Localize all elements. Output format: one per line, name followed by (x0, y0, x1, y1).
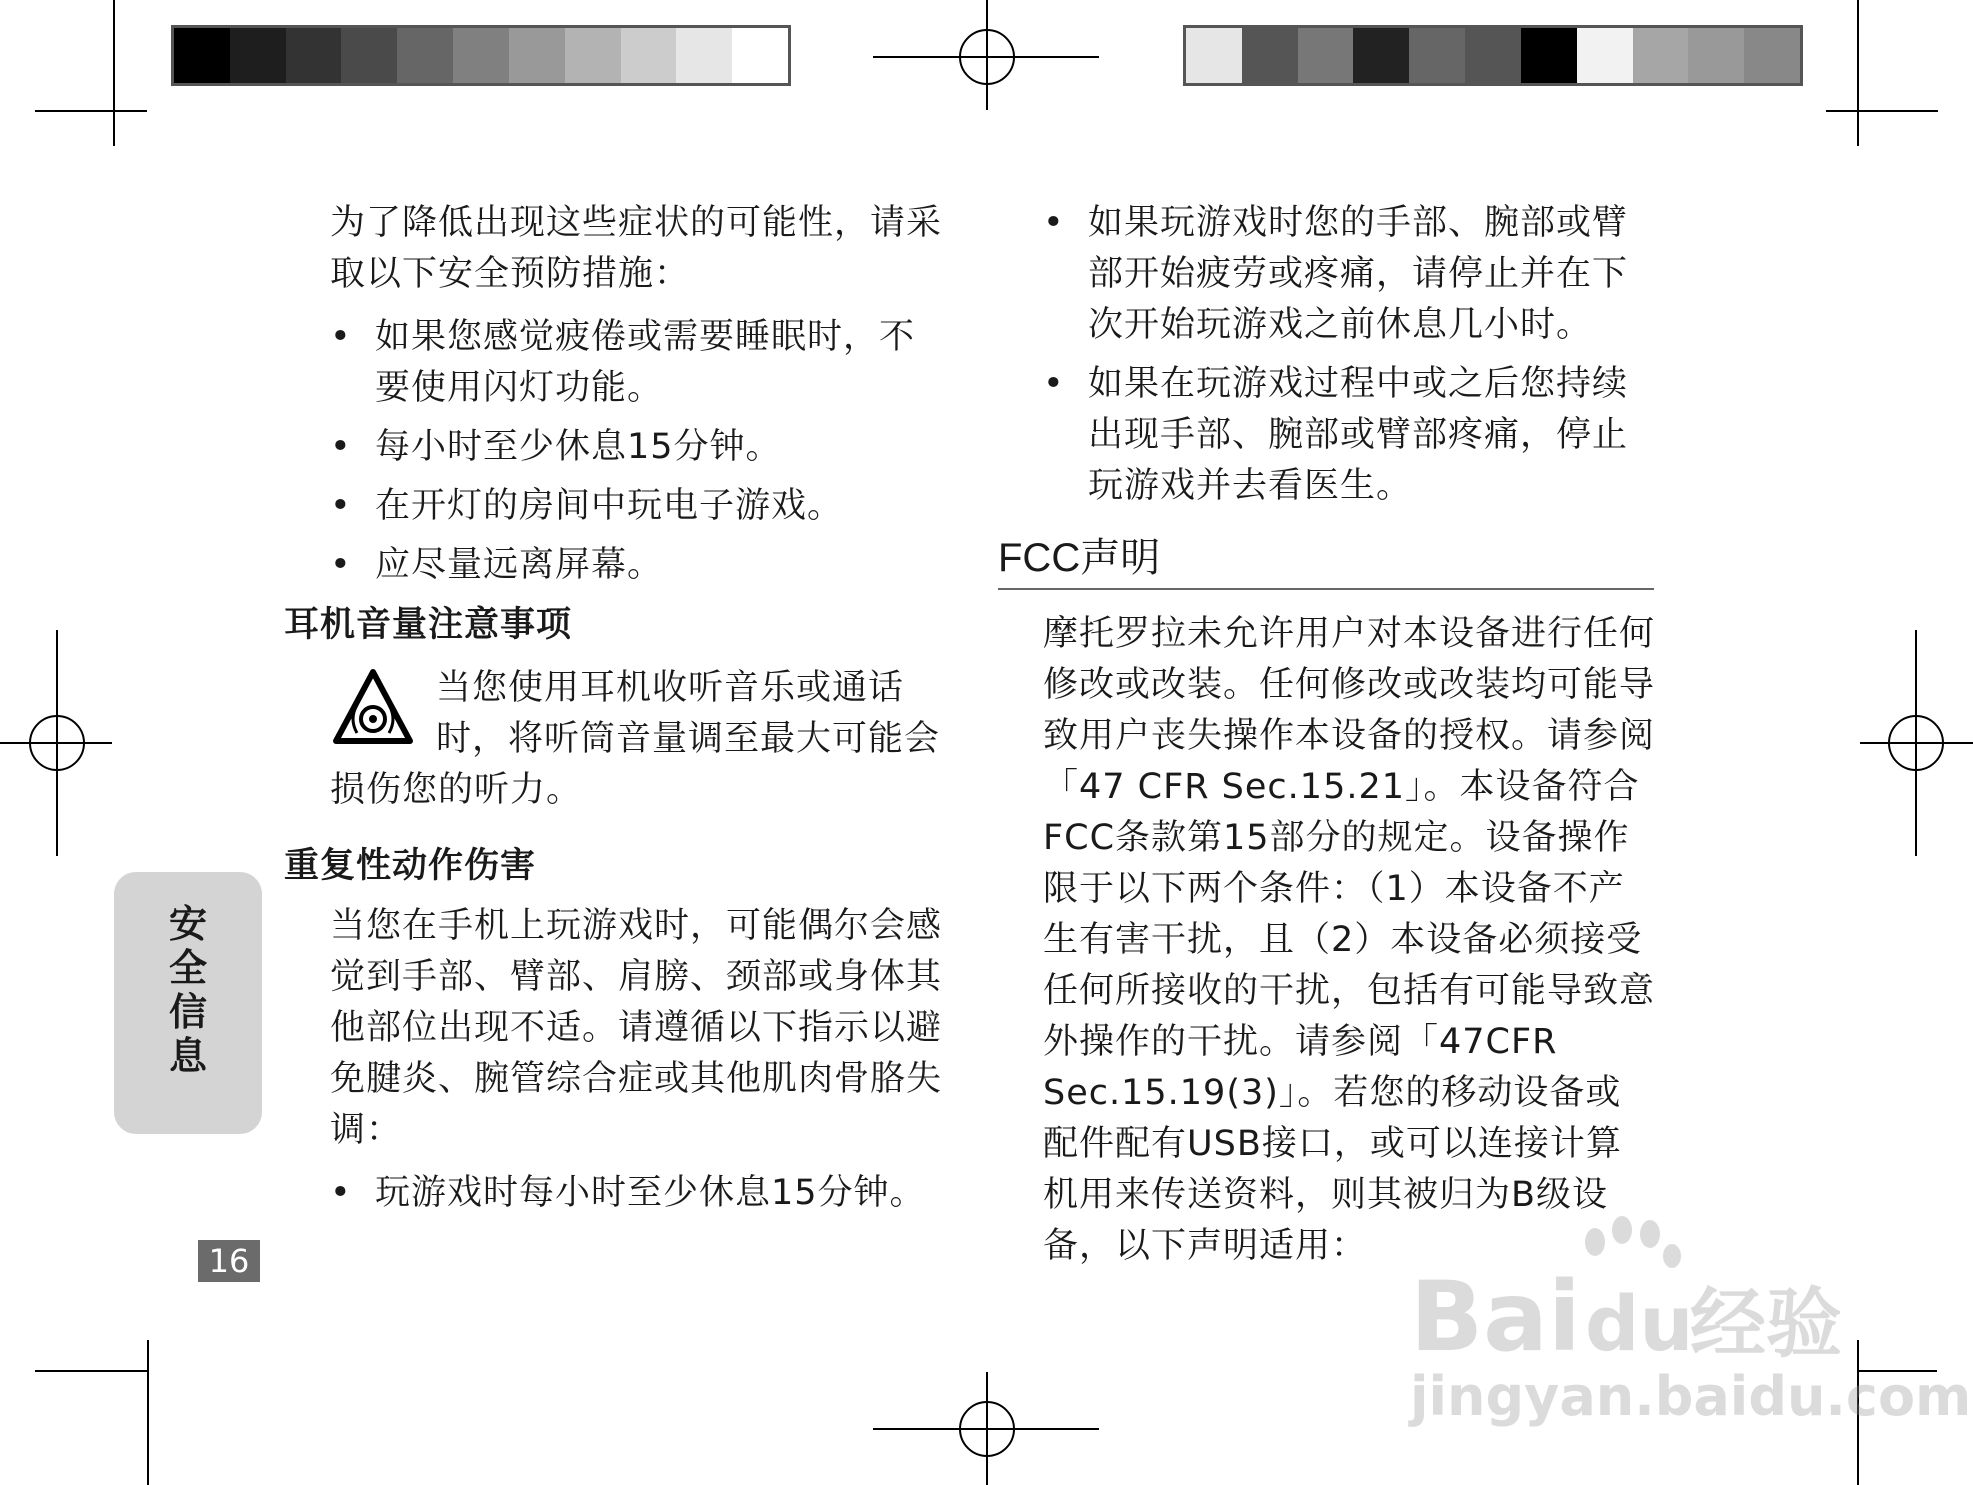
rsi-heading: 重复性动作伤害 (284, 845, 537, 886)
bullet-dot: • (330, 1173, 352, 1213)
color-swatch (1465, 28, 1521, 83)
bullet-dot: • (1043, 203, 1065, 243)
color-swatch (397, 28, 453, 83)
color-swatch (286, 28, 342, 83)
headphone-paragraph: 当您使用耳机收听音乐或通话时，将听筒音量调至最大可能会损伤您的听力。 (330, 668, 941, 810)
bullet-dot: • (1043, 364, 1065, 404)
color-swatch (1353, 28, 1409, 83)
list-item: • 如果在玩游戏过程中或之后您持续出现手部、腕部或臂部疼痛，停止玩游戏并去看医生。 (1043, 359, 1655, 512)
color-swatch (509, 28, 565, 83)
color-swatch (1521, 28, 1577, 83)
color-bar-left (171, 25, 791, 86)
registration-mark-right (1888, 715, 1944, 771)
color-swatch (453, 28, 509, 83)
list-item: • 应尽量远离屏幕。 (330, 540, 942, 591)
color-swatch (732, 28, 788, 83)
color-swatch (1577, 28, 1633, 83)
watermark-brand2: du (1585, 1279, 1694, 1368)
fcc-heading: FCC声明 (998, 530, 1654, 590)
rsi-list (330, 1168, 942, 1219)
precaution-list (330, 312, 942, 591)
color-swatch (230, 28, 286, 83)
watermark-url: jingyan.baidu.com (1410, 1365, 1972, 1428)
fcc-paragraph: 摩托罗拉未允许用户对本设备进行任何修改或改装。任何修改或改装均可能导致用户丧失操作本设备的授权。请参阅「47 CFR Sec.15.21」。本设备符合FCC条款第15部分的规定。设备操作限于以下两个条件：（1）本设备不产生有害干扰，且（2）本设备必须接受任何所接收的干扰，包括有可能导致意外操作的干扰。请参阅「47CFR Sec.15.19(3)」。若您的移动设备或配件配有USB接口，或可以连接计算机用来传送资料，则其被归为B级设备，以下声明适用： (1043, 614, 1656, 1266)
watermark-brand: Bai (1410, 1261, 1581, 1373)
color-swatch (1409, 28, 1465, 83)
headphone-heading: 耳机音量注意事项 (284, 604, 573, 645)
color-swatch (1242, 28, 1298, 83)
watermark-cn: 经验 (1690, 1279, 1842, 1368)
rsi-section (330, 901, 942, 1219)
side-tab (114, 872, 262, 1134)
list-item: • 玩游戏时每小时至少休息15分钟。 (330, 1168, 942, 1219)
game-list (1043, 198, 1655, 512)
rsi-paragraph: 当您在手机上玩游戏时，可能偶尔会感觉到手部、臂部、肩膀、颈部或身体其他部位出现不适。请遵循以下指示以避免腱炎、腕管综合症或其他肌肉骨胳失调： (330, 906, 943, 1150)
color-bar-right (1183, 25, 1803, 86)
crop-mark (1826, 110, 1938, 112)
right-column (1043, 198, 1655, 512)
bullet-dot: • (330, 545, 352, 585)
page-number: 16 (198, 1240, 260, 1282)
color-swatch (341, 28, 397, 83)
baidu-watermark (1400, 1200, 1972, 1440)
color-swatch (621, 28, 677, 83)
color-swatch (1633, 28, 1689, 83)
fcc-section (1043, 609, 1655, 1272)
color-swatch (174, 28, 230, 83)
crop-mark (35, 1370, 147, 1372)
registration-mark-bottom (959, 1401, 1015, 1457)
color-swatch (1688, 28, 1744, 83)
section-tab-label: 安全信息 (169, 902, 210, 1078)
crop-mark (113, 0, 115, 146)
color-swatch (676, 28, 732, 83)
list-item: • 每小时至少休息15分钟。 (330, 422, 942, 473)
bullet-dot: • (330, 427, 352, 467)
intro-paragraph: 为了降低出现这些症状的可能性，请采取以下安全预防措施： (330, 203, 943, 294)
color-swatch (1744, 28, 1800, 83)
registration-mark-left (29, 715, 85, 771)
left-column (330, 198, 942, 591)
color-swatch (565, 28, 621, 83)
list-item: • 在开灯的房间中玩电子游戏。 (330, 481, 942, 532)
color-swatch (1298, 28, 1354, 83)
crop-mark (35, 110, 147, 112)
bullet-dot: • (330, 486, 352, 526)
crop-mark (147, 1340, 149, 1485)
headphone-section (330, 663, 942, 816)
list-item: • 如果玩游戏时您的手部、腕部或臂部开始疲劳或疼痛，请停止并在下次开始玩游戏之前休息几小时。 (1043, 198, 1655, 351)
list-item: • 如果您感觉疲倦或需要睡眠时，不要使用闪灯功能。 (330, 312, 942, 414)
hearing-warning-icon (332, 667, 414, 747)
color-swatch (1186, 28, 1242, 83)
bullet-dot: • (330, 317, 352, 357)
crop-mark (1857, 0, 1859, 146)
registration-mark-top (959, 29, 1015, 85)
